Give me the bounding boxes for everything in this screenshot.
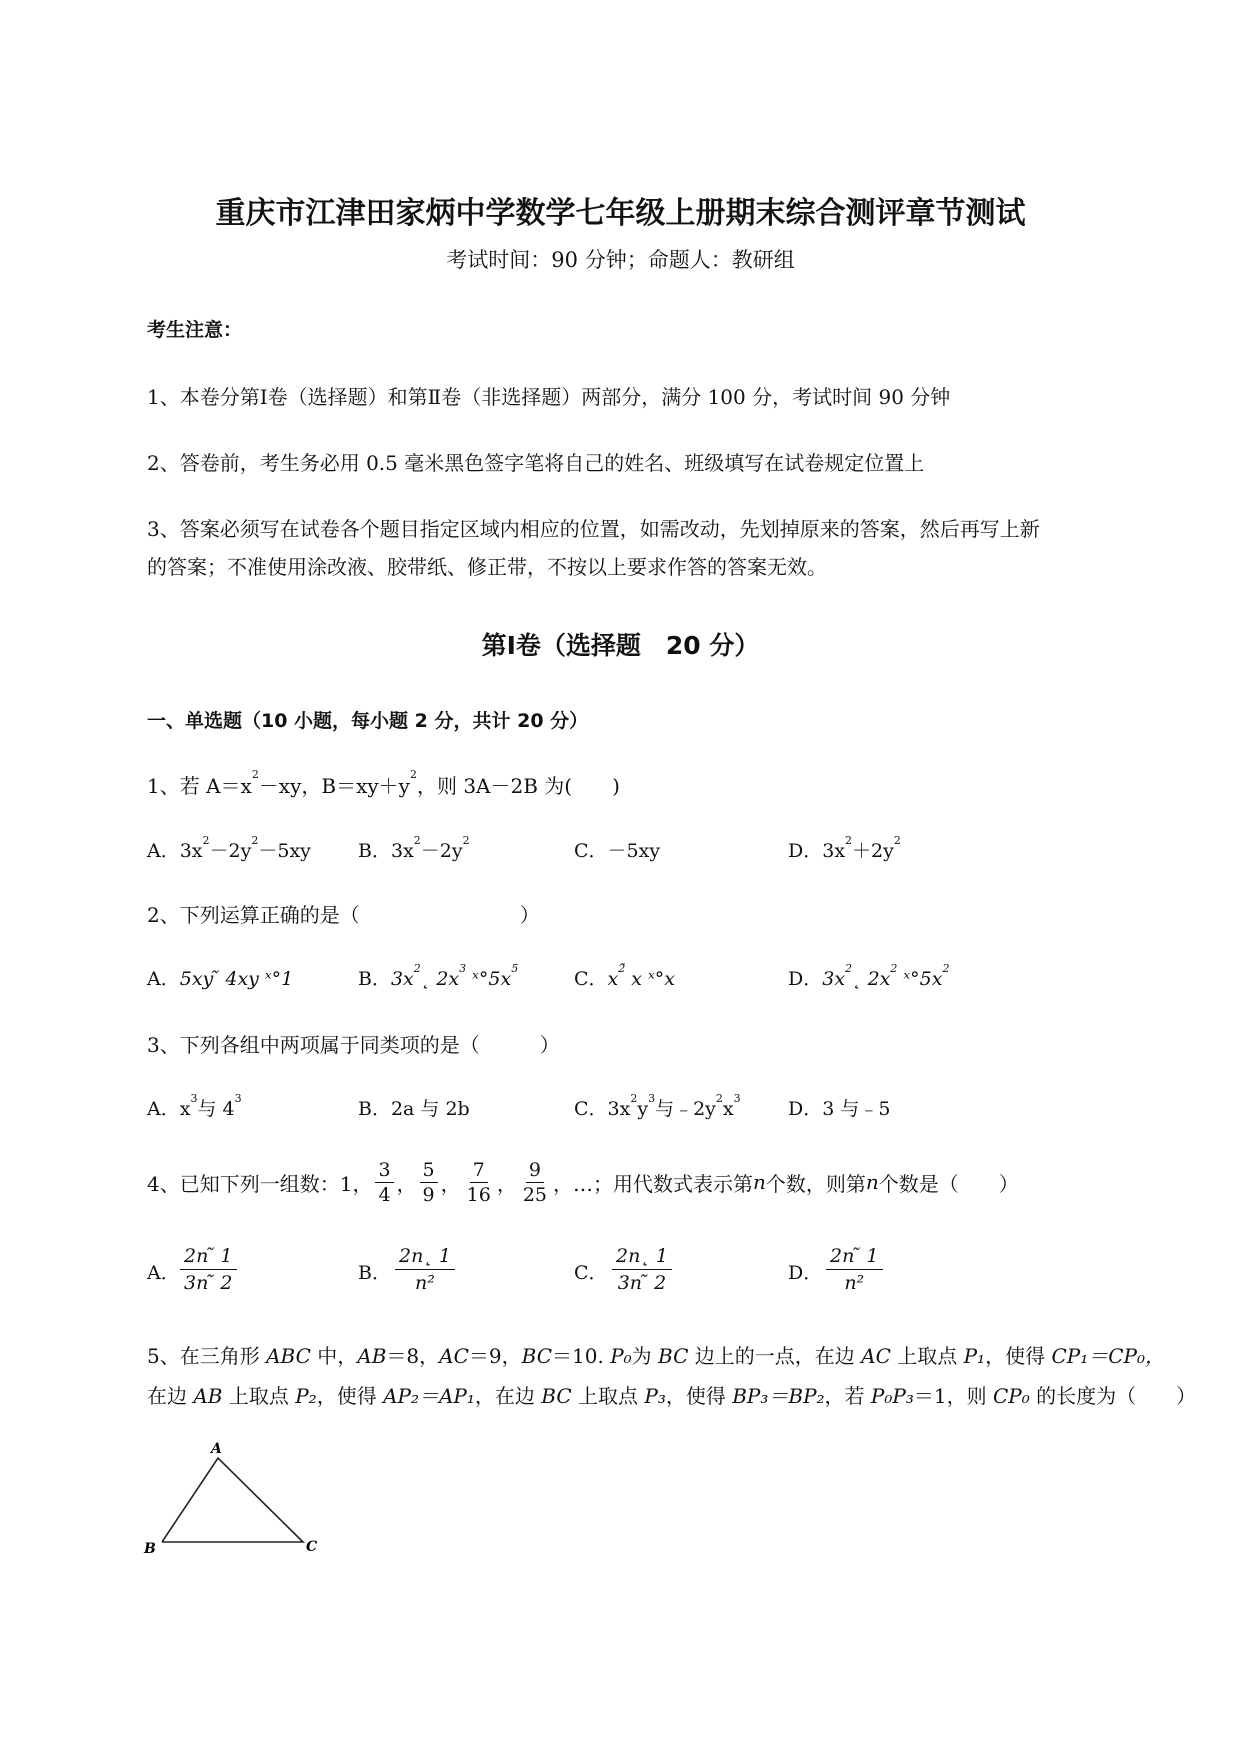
part-title: 一、单选题（10 小题，每小题 2 分，共计 20 分） xyxy=(147,710,589,732)
vertex-b-label: B xyxy=(144,1541,156,1557)
q2-option-d[interactable]: D．$3x^2˛$ $2x^2$ $ˣ^\circ 5x^2$ xyxy=(788,962,950,990)
question-4-stem: 4、已知下列一组数：1， $\frac{3}{4}$ ， $\frac{5}{9}$ ， $\frac{7}{16}$ ， $\frac{9}{25}$ ，…；用代数式表示第 n 个数，则第 n 个数是（ ） xyxy=(147,1158,1019,1206)
question-2-stem: 2、下列运算正确的是（ ） xyxy=(147,903,540,927)
fraction: $\frac{5}{9}$ xyxy=(420,1158,438,1207)
q4-option-a-label[interactable]: A． xyxy=(147,1262,180,1284)
question-5-line-2: 在边 AB 上取点 P₂，使得 AP₂＝AP₁，在边 BC 上取点 P₃，使得 BP₃＝BP₂，若 P₀P₃＝1，则 CP₀ 的长度为（ ） xyxy=(147,1384,1197,1408)
q1-option-b[interactable]: B．$3x^2-2y^2$ xyxy=(358,834,470,862)
q1-option-a[interactable]: A．$3x^2-2y^2-5xy$ xyxy=(147,834,311,862)
q3-option-a[interactable]: A．$x^3$与 $4^3$ xyxy=(147,1092,242,1120)
vertex-c-label: C xyxy=(306,1539,318,1555)
triangle-outline xyxy=(162,1458,303,1542)
q3-option-c[interactable]: C．$3x^2y^3$与$﹣2y^2x^3$ xyxy=(574,1092,741,1120)
fraction: $\frac{3}{4}$ xyxy=(375,1158,393,1207)
q3-option-b[interactable]: B．2a 与 2b xyxy=(358,1098,470,1120)
q4-option-d-label[interactable]: D． xyxy=(788,1262,823,1284)
exam-info: 考试时间：90 分钟；命题人：教研组 xyxy=(446,248,795,272)
q4-option-b-label[interactable]: B． xyxy=(358,1262,391,1284)
q4-option-c-label[interactable]: C． xyxy=(574,1262,608,1284)
q4-option-b[interactable]: $\frac{2n˛ 1}{\text{n²}}$ xyxy=(395,1243,455,1296)
notice-item-2: 2、答卷前，考生务必用 0.5 毫米黑色签字笔将自己的姓名、班级填写在试卷规定位置上 xyxy=(147,451,925,475)
q4-option-c[interactable]: $\frac{2n˛ 1}{3n ̃ 2}$ xyxy=(612,1243,672,1296)
q4-option-d[interactable]: $\frac{2n ̃ 1}{\text{n²}}$ xyxy=(826,1243,883,1296)
vertex-a-label: A xyxy=(211,1441,222,1457)
q4-option-a[interactable]: $\frac{2n ̃ 1}{3n ̃ 2}$ xyxy=(180,1243,237,1296)
page-title: 重庆市江津田家炳中学数学七年级上册期末综合测评章节测试 xyxy=(215,196,1026,231)
notice-item-3-cont: 的答案；不准使用涂改液、胶带纸、修正带，不按以上要求作答的答案无效。 xyxy=(147,555,827,579)
q2-option-c[interactable]: C．$x^{2̃}$ x ˣ°x xyxy=(574,962,676,990)
notice-heading: 考生注意： xyxy=(147,319,243,341)
q1-option-d[interactable]: D．$3x^2+2y^2$ xyxy=(788,834,901,862)
q2-option-b[interactable]: B．$3x^2˛$ $2x^3$ $ˣ^\circ 5x^5$ xyxy=(358,962,519,990)
fraction: $\frac{9}{25}$ xyxy=(522,1158,548,1206)
question-3-stem: 3、下列各组中两项属于同类项的是（ ） xyxy=(147,1033,560,1057)
triangle-abc-figure xyxy=(140,1438,330,1558)
q2-option-a[interactable]: A．5xy ̃ 4xy ˣ°1 xyxy=(147,968,294,990)
question-1-stem: 1、若 $A=x^2-xy$，$B=xy+y^2$，则 3A－2B 为( ) xyxy=(147,768,620,798)
q1-option-c[interactable]: C．－5xy xyxy=(574,840,661,862)
q3-option-d[interactable]: D．3 与﹣5 xyxy=(788,1098,891,1120)
section-title: 第Ⅰ卷（选择题 20 分） xyxy=(481,631,760,660)
fraction: $\frac{7}{16}$ xyxy=(466,1158,491,1206)
notice-item-1: 1、本卷分第Ⅰ卷（选择题）和第Ⅱ卷（非选择题）两部分，满分 100 分，考试时间 90 分钟 xyxy=(147,385,951,409)
notice-item-3: 3、答案必须写在试卷各个题目指定区域内相应的位置，如需改动，先划掉原来的答案，然后再写上新 xyxy=(147,517,1040,541)
question-5-line-1: 5、在三角形 ABC 中，AB＝8，AC＝9，BC＝10. P₀为 BC 边上的一点，在边 AC 上取点 P₁，使得 CP₁＝CP₀， xyxy=(147,1344,1165,1368)
